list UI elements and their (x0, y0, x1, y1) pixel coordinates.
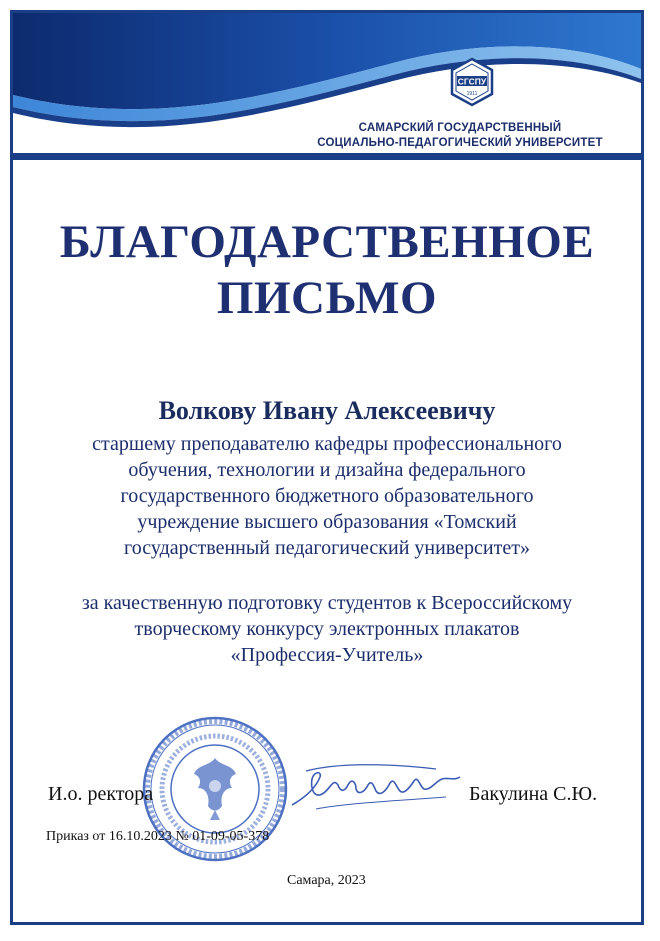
document-title-line2: ПИСЬМО (216, 272, 438, 324)
recipient-name: Волкову Ивану Алексеевичу (158, 396, 496, 425)
position-line: старшему преподавателю кафедры профессионального (92, 433, 562, 455)
handwritten-signature (286, 757, 466, 817)
reason-line: творческому конкурсу электронных плакатов (134, 618, 520, 640)
position-line: обучения, технологии и дизайна федерального (128, 459, 526, 481)
signatory-role: И.о. ректора (48, 783, 154, 805)
position-line: государственный педагогический университет» (124, 537, 530, 559)
logo-text: СГСПУ (457, 76, 487, 87)
logo-year: 1911 (466, 91, 478, 97)
recipient-position (13, 431, 641, 561)
document-title-line1: БЛАГОДАРСТВЕННОЕ (59, 216, 595, 268)
university-name (300, 121, 620, 151)
reason-line: «Профессия-Учитель» (230, 644, 424, 666)
place-and-year: Самара, 2023 (287, 873, 366, 888)
position-line: учреждение высшего образования «Томский (137, 511, 517, 533)
university-name-line2: СОЦИАЛЬНО-ПЕДАГОГИЧЕСКИЙ УНИВЕРСИТЕТ (317, 137, 603, 149)
award-reason (13, 590, 641, 668)
university-logo (447, 57, 497, 107)
university-name-line1: САМАРСКИЙ ГОСУДАРСТВЕННЫЙ (358, 122, 562, 134)
position-line: государственного бюджетного образовательного (120, 485, 534, 507)
reason-line: за качественную подготовку студентов к Всероссийскому (81, 592, 573, 614)
signatory-name: Бакулина С.Ю. (469, 783, 598, 805)
order-reference: Приказ от 16.10.2023 № 01-09-05-378 (46, 829, 270, 844)
